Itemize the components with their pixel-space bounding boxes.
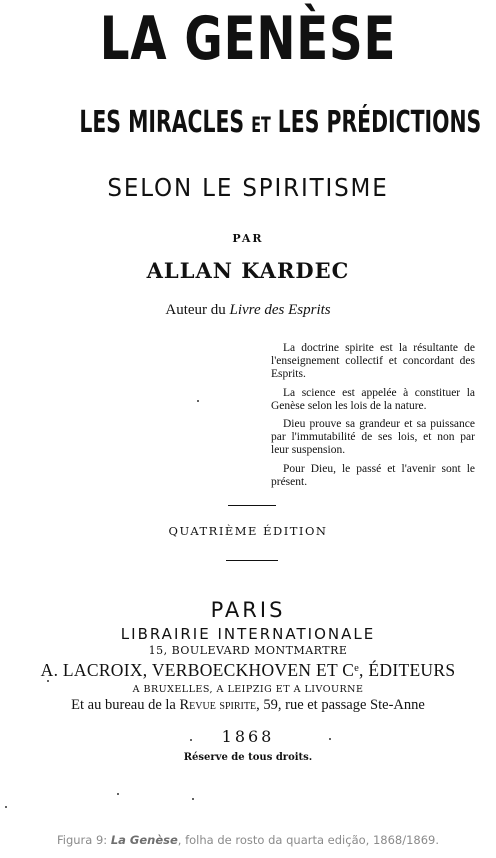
author-name: ALLAN KARDEC xyxy=(146,258,350,283)
book-title: LA GENÈSE xyxy=(99,4,397,74)
publication-year: 1868 xyxy=(221,727,275,746)
epigraph-line: Dieu prouve sa grandeur et sa puissance par l'immutabilité de ses lois, et non par leur suspension. xyxy=(271,418,475,457)
scan-speck xyxy=(117,793,119,795)
epigraph-line: La doctrine spirite est la résultante de l'enseignement collectif et concordant des Esprits. xyxy=(271,342,475,381)
epigraph-line: Pour Dieu, le passé et l'avenir sont le présent. xyxy=(271,462,475,488)
city: PARIS xyxy=(210,598,286,622)
bureau-revue: Revue spirite xyxy=(179,697,257,713)
scan-speck xyxy=(329,738,331,740)
subtitle-miracles: LES MIRACLES xyxy=(79,105,245,140)
subtitle-et: ET xyxy=(251,113,271,137)
epigraph-line: La science est appelée à constituer la Genèse selon les lois de la nature. xyxy=(271,386,475,412)
scan-speck xyxy=(47,680,49,682)
author-desc-prefix: Auteur du xyxy=(165,302,226,318)
rights-notice: Réserve de tous droits. xyxy=(183,752,313,763)
epigraph xyxy=(271,342,475,494)
scan-speck xyxy=(190,739,192,741)
subtitle-selon: SELON LE SPIRITISME xyxy=(107,173,389,202)
bureau-line xyxy=(0,697,496,714)
caption-rest: , folha de rosto da quarta edição, 1868/1869. xyxy=(177,833,440,847)
scan-speck xyxy=(192,798,194,800)
figure-caption xyxy=(0,833,496,847)
book-subtitle xyxy=(79,104,482,144)
divider xyxy=(226,560,278,561)
subtitle-predictions: LES PRÉDICTIONS xyxy=(277,105,482,140)
library-address: 15, BOULEVARD MONTMARTRE xyxy=(148,644,348,657)
caption-prefix: Figura 9: xyxy=(56,833,111,847)
bureau-prefix: Et au bureau de la xyxy=(71,697,176,713)
edition: QUATRIÈME ÉDITION xyxy=(168,524,328,538)
publisher: A. LACROIX, VERBOECKHOVEN ET Cᵉ, ÉDITEURS xyxy=(40,660,456,680)
by-label: PAR xyxy=(232,232,264,245)
scan-speck xyxy=(197,400,199,402)
author-description xyxy=(0,302,496,319)
bureau-suffix: , 59, rue et passage Ste-Anne xyxy=(256,697,425,713)
divider xyxy=(228,505,276,506)
caption-title: La Genèse xyxy=(110,833,178,847)
publisher-cities: A BRUXELLES, A LEIPZIG ET A LIVOURNE xyxy=(132,684,364,695)
scan-speck xyxy=(5,806,7,808)
author-desc-work: Livre des Esprits xyxy=(229,302,331,318)
library-name: LIBRAIRIE INTERNATIONALE xyxy=(120,625,376,643)
